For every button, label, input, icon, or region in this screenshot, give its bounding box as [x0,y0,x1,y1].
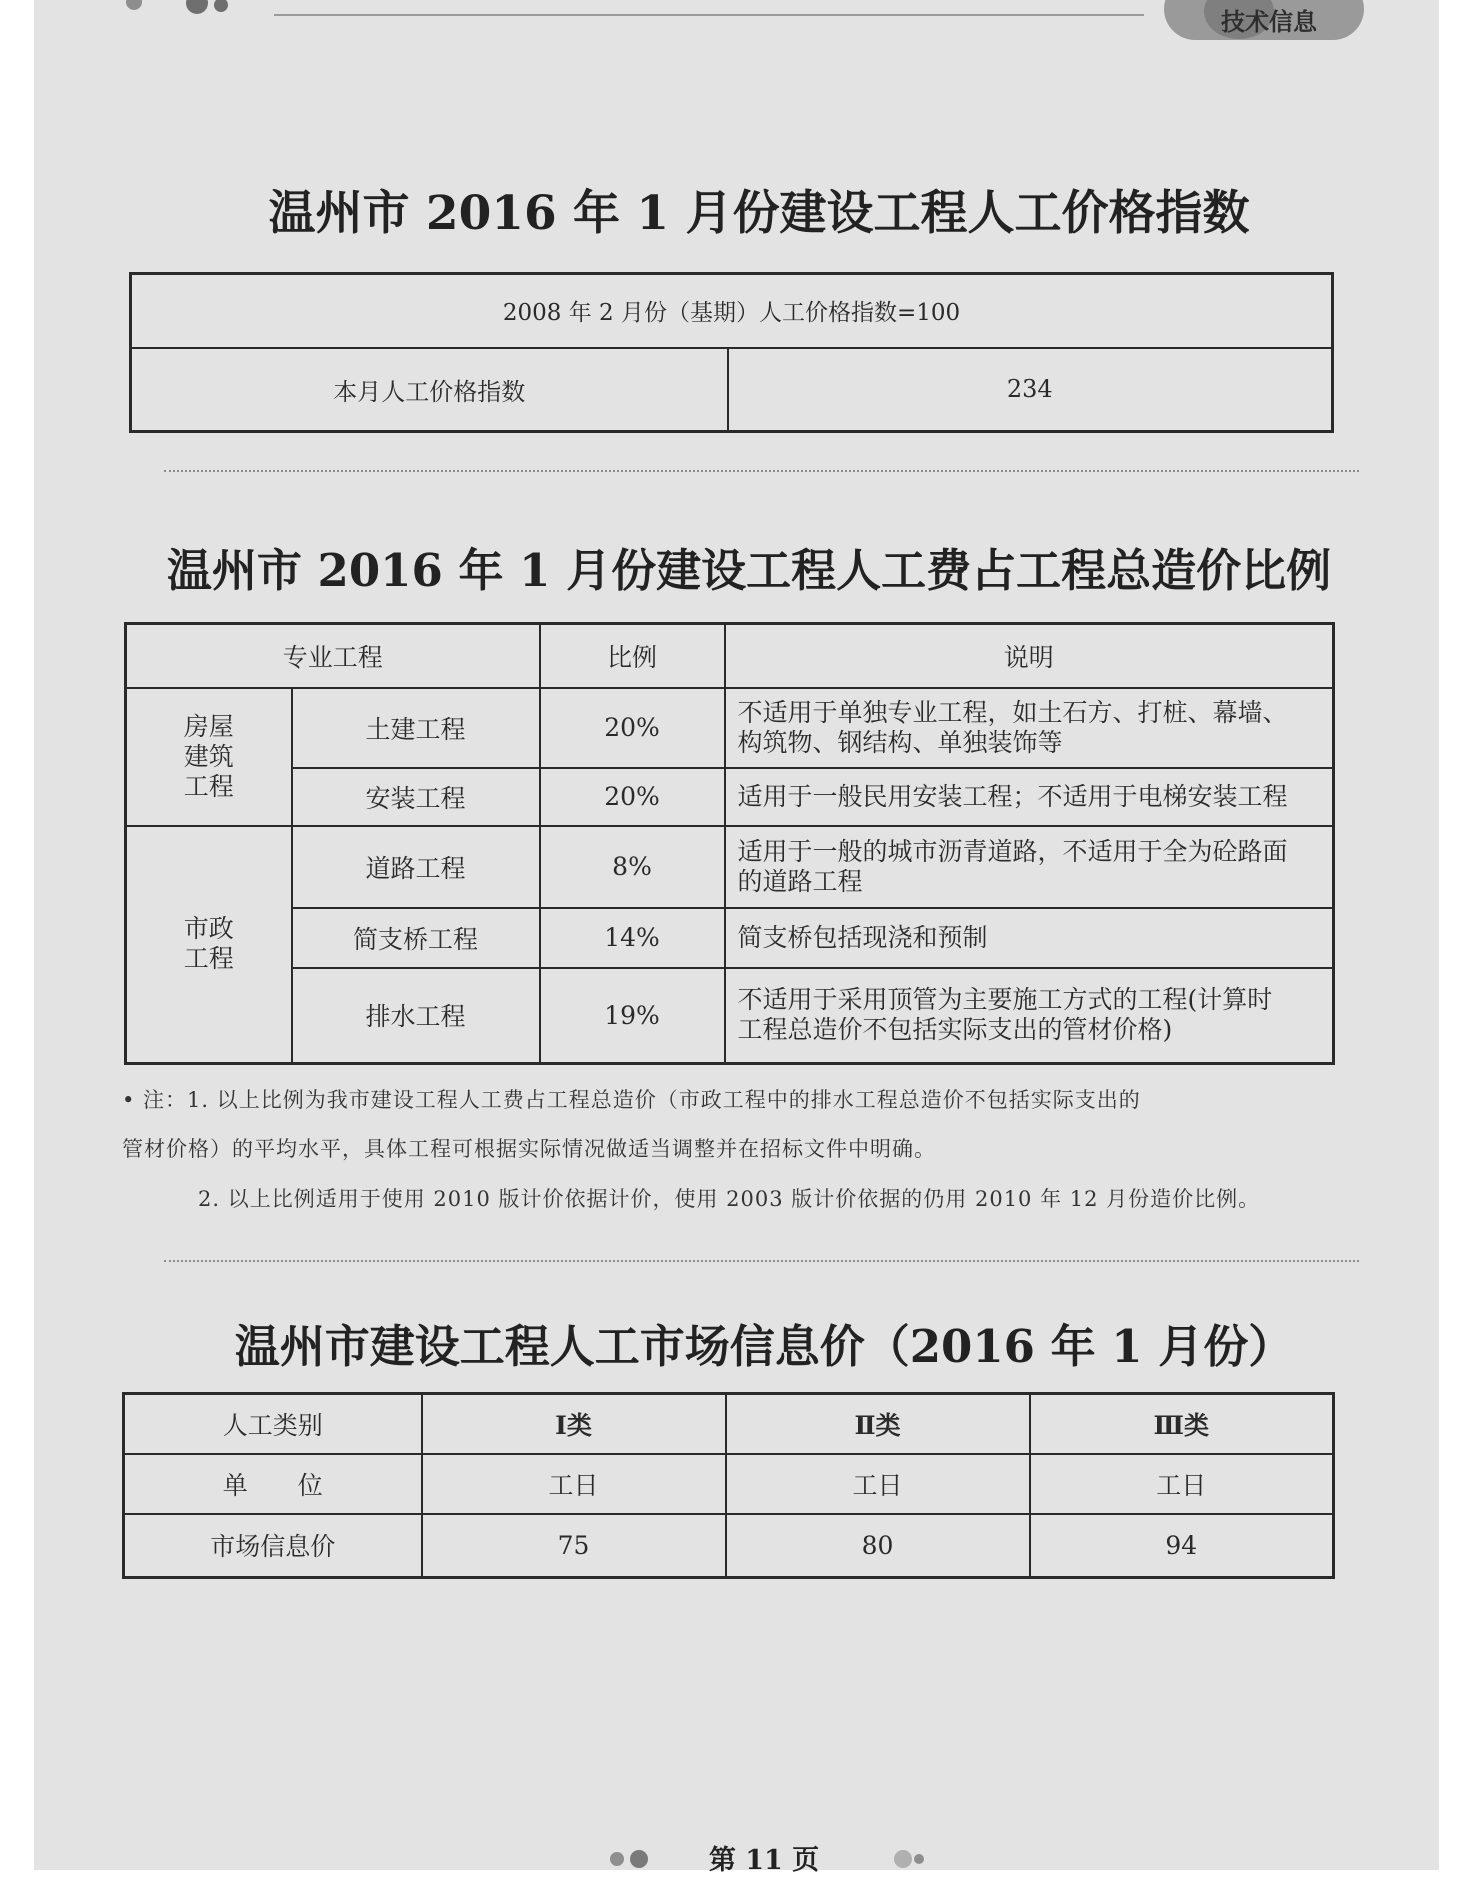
row-ratio: 20% [540,768,725,826]
header-description: 说明 [725,624,1334,688]
note-line: 管材价格）的平均水平，具体工程可根据实际情况做适当调整并在招标文件中明确。 [122,1137,936,1161]
row-description [725,826,1334,908]
note-line: • 注：1. 以上比例为我市建设工程人工费占工程总造价（市政工程中的排水工程总造价不包括实际支出的 [122,1088,1141,1112]
header-class-1: Ⅰ类 [422,1394,726,1454]
desc-line: 适用于一般民用安装工程；不适用于电梯安装工程 [737,781,1288,811]
desc-line: 的道路工程 [737,866,863,896]
market-price-table [122,1392,1335,1579]
unit-value: 工日 [1030,1454,1334,1514]
price-value: 80 [726,1514,1030,1578]
page-sheet [34,0,1439,1876]
group-name-line: 工程 [183,771,234,801]
price-value: 94 [1030,1514,1334,1578]
row-ratio: 19% [540,968,725,1064]
header-dot [186,0,208,14]
row-description [725,768,1334,826]
desc-line: 不适用于单独专业工程，如土石方、打桩、幕墙、 [737,697,1288,727]
desc-line: 构筑物、钢结构、单独装饰等 [737,727,1063,757]
unit-label: 单 位 [124,1454,422,1514]
section2-title: 温州市 2016 年 1 月份建设工程人工费占工程总造价比例 [166,544,1332,597]
note-line: 2. 以上比例适用于使用 2010 版计价依据计价，使用 2003 版计价依据的仍用 2010 年 12 月份造价比例。 [198,1187,1261,1211]
header-class-3: Ⅲ类 [1030,1394,1334,1454]
row-item: 土建工程 [292,688,540,768]
row-item: 简支桥工程 [292,908,540,968]
row-item: 安装工程 [292,768,540,826]
group-name-line: 市政 [183,914,234,944]
section-divider [164,470,1359,472]
header-dot [126,0,142,10]
page-number: 第 11 页 [708,1845,820,1876]
labor-ratio-table [124,622,1335,1065]
desc-line: 不适用于采用顶管为主要施工方式的工程(计算时 [737,985,1273,1015]
header-class-2: Ⅱ类 [726,1394,1030,1454]
current-index-value: 234 [728,348,1333,432]
group-municipal [126,826,292,1064]
row-item: 排水工程 [292,968,540,1064]
desc-line: 简支桥包括现浇和预制 [737,922,988,952]
footer-dot [914,1854,924,1864]
header-labor-category: 人工类别 [124,1394,422,1454]
price-index-table [129,272,1334,433]
unit-value: 工日 [422,1454,726,1514]
section1-title: 温州市 2016 年 1 月份建设工程人工价格指数 [268,186,1250,241]
section3-title: 温州市建设工程人工市场信息价（2016 年 1 月份） [234,1320,1294,1373]
row-description [725,688,1334,768]
footer-dot [894,1850,912,1868]
base-index-cell: 2008 年 2 月份（基期）人工价格指数=100 [131,274,1333,348]
header-rule [274,14,1144,16]
desc-line: 工程总造价不包括实际支出的管材价格) [737,1015,1173,1045]
header-tab-label: 技术信息 [1221,8,1317,36]
section-divider [164,1260,1359,1262]
header-dot [214,0,228,12]
header-specialty: 专业工程 [126,624,540,688]
group-name-line: 房屋 [183,711,234,741]
footer-dot [610,1852,624,1866]
current-index-label: 本月人工价格指数 [131,348,728,432]
group-building [126,688,292,826]
row-description [725,908,1334,968]
group-name-line: 工程 [183,944,234,974]
row-ratio: 20% [540,688,725,768]
header-ratio: 比例 [540,624,725,688]
row-ratio: 14% [540,908,725,968]
price-value: 75 [422,1514,726,1578]
desc-line: 适用于一般的城市沥青道路，不适用于全为砼路面 [737,836,1288,866]
row-ratio: 8% [540,826,725,908]
row-item: 道路工程 [292,826,540,908]
unit-value: 工日 [726,1454,1030,1514]
group-name-line: 建筑 [183,741,234,771]
price-label: 市场信息价 [124,1514,422,1578]
row-description [725,968,1334,1064]
